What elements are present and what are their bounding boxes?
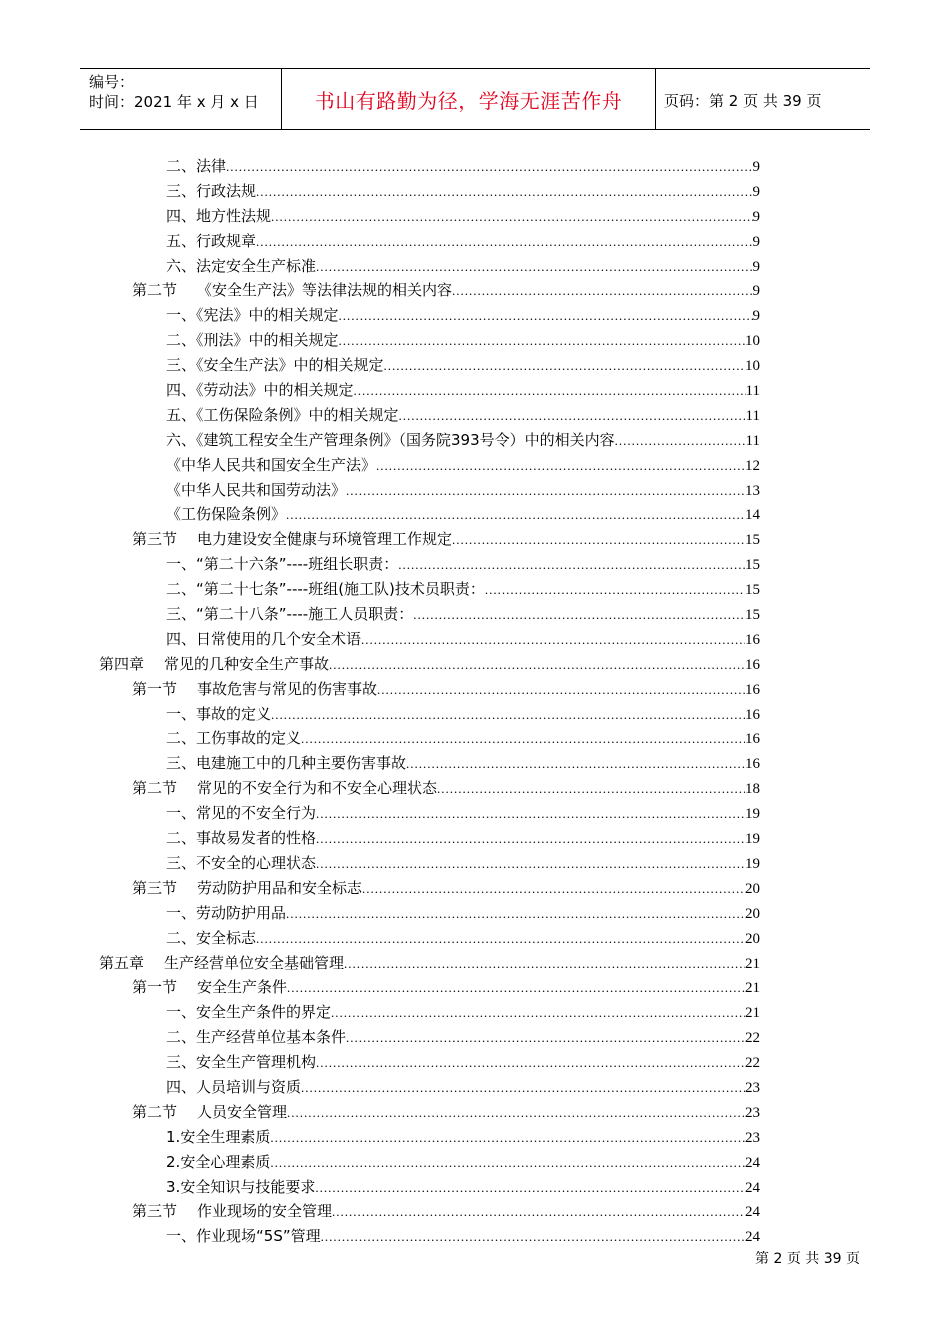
toc-entry-page: 21 xyxy=(745,1005,760,1022)
toc-entry[interactable] xyxy=(0,1175,950,1200)
header-motto: 书山有路勤为径，学海无涯苦作舟 xyxy=(314,89,623,113)
toc-entry[interactable] xyxy=(0,926,950,951)
toc-entry-page: 22 xyxy=(745,1030,760,1047)
toc-entry-title: 常见的不安全行为 xyxy=(196,804,317,823)
toc-entry-number: 二、 xyxy=(166,928,197,947)
toc-entry[interactable] xyxy=(0,1000,950,1025)
toc-entry-title: 行政规章 xyxy=(196,231,257,250)
toc-entry[interactable] xyxy=(0,1100,950,1125)
toc-entry-number: 2. xyxy=(166,1152,181,1171)
toc-entry-page: 9 xyxy=(752,183,760,200)
toc-leader-dots xyxy=(413,603,745,628)
toc-leader-dots xyxy=(398,553,745,578)
toc-entry-number: 第一节 xyxy=(132,978,178,997)
footer-page-number: 第 2 页 共 39 页 xyxy=(755,1251,860,1267)
toc-entry-number: 三、 xyxy=(166,181,197,200)
toc-entry-title: 安全生产条件 xyxy=(197,978,288,997)
toc-entry-number: 一、 xyxy=(166,903,197,922)
toc-entry-title: 劳动防护用品和安全标志 xyxy=(197,878,363,897)
toc-entry-number: 第三节 xyxy=(132,878,178,897)
toc-entry[interactable] xyxy=(0,229,950,254)
toc-entry-title: 不安全的心理状态 xyxy=(196,853,317,872)
toc-leader-dots xyxy=(286,902,745,927)
toc-leader-dots xyxy=(346,1026,745,1051)
toc-leader-dots xyxy=(485,578,745,603)
toc-entry[interactable] xyxy=(0,527,950,552)
toc-entry-title: 《安全生产法》中的相关规定 xyxy=(196,356,384,375)
toc-entry-number: 1. xyxy=(166,1127,181,1146)
toc-leader-dots xyxy=(615,429,746,454)
toc-entry-page: 15 xyxy=(745,607,760,624)
toc-entry-page: 16 xyxy=(745,731,760,748)
toc-entry-page: 23 xyxy=(745,1129,760,1146)
toc-leader-dots xyxy=(406,752,745,777)
toc-entry-page: 20 xyxy=(745,905,760,922)
toc-entry-number: 二、 xyxy=(166,331,197,350)
toc-entry-page: 16 xyxy=(745,656,760,673)
toc-entry-title: 作业现场的安全管理 xyxy=(197,1202,333,1221)
toc-entry-title: 安全生理素质 xyxy=(180,1127,271,1146)
toc-leader-dots xyxy=(344,952,745,977)
toc-entry-title: 事故的定义 xyxy=(196,704,272,723)
toc-entry-number: 第二节 xyxy=(132,779,178,798)
toc-entry[interactable] xyxy=(0,1224,950,1249)
toc-entry[interactable] xyxy=(0,577,950,602)
header-page-info: 页码：第 2 页 共 39 页 xyxy=(664,92,822,110)
toc-entry-page: 19 xyxy=(745,831,760,848)
toc-entry-title: 电建施工中的几种主要伤害事故 xyxy=(196,754,407,773)
toc-entry-number: 一、 xyxy=(166,555,197,574)
toc-entry-title: 法定安全生产标准 xyxy=(196,256,317,275)
toc-leader-dots xyxy=(316,255,752,280)
toc-leader-dots xyxy=(452,279,752,304)
toc-entry-page: 19 xyxy=(745,806,760,823)
toc-entry-page: 20 xyxy=(745,930,760,947)
toc-entry-number: 六、 xyxy=(166,430,197,449)
toc-leader-dots xyxy=(270,1126,745,1151)
toc-leader-dots xyxy=(256,230,752,255)
toc-entry-page: 15 xyxy=(745,582,760,599)
toc-leader-dots xyxy=(271,205,752,230)
toc-leader-dots xyxy=(376,454,745,479)
toc-entry[interactable] xyxy=(0,154,950,179)
toc-leader-dots xyxy=(316,1051,745,1076)
toc-entry-page: 9 xyxy=(752,233,760,250)
toc-entry[interactable] xyxy=(0,328,950,353)
toc-entry[interactable] xyxy=(0,1125,950,1150)
toc-leader-dots xyxy=(270,1151,745,1176)
toc-entry-number: 一、 xyxy=(166,1227,197,1246)
toc-entry-title: “第二十六条”----班组长职责： xyxy=(196,555,399,574)
toc-entry-page: 24 xyxy=(745,1229,760,1246)
toc-entry-page: 16 xyxy=(745,756,760,773)
toc-leader-dots xyxy=(332,1200,745,1225)
toc-entry[interactable] xyxy=(0,552,950,577)
toc-entry[interactable] xyxy=(0,453,950,478)
toc-leader-dots xyxy=(287,1101,745,1126)
toc-entry-title: 工伤事故的定义 xyxy=(196,729,302,748)
toc-entry-number: 第三节 xyxy=(132,530,178,549)
toc-leader-dots xyxy=(346,479,745,504)
toc-entry-number: 一、 xyxy=(166,804,197,823)
toc-entry-number: 三、 xyxy=(166,853,197,872)
header-rule-bottom xyxy=(80,129,870,130)
header-divider-2 xyxy=(655,68,656,130)
toc-entry-page: 21 xyxy=(745,980,760,997)
toc-entry-page: 15 xyxy=(745,532,760,549)
toc-entry[interactable] xyxy=(0,204,950,229)
toc-entry-title: 人员安全管理 xyxy=(197,1102,288,1121)
toc-entry-page: 9 xyxy=(752,159,760,175)
header-left-block xyxy=(89,72,259,112)
toc-leader-dots xyxy=(256,180,752,205)
toc-leader-dots xyxy=(321,1225,745,1250)
toc-leader-dots xyxy=(301,1076,745,1101)
toc-entry-number: 一、 xyxy=(166,306,197,325)
toc-entry-title: “第二十七条”----班组(施工队)技术员职责： xyxy=(196,580,485,599)
toc-entry-number: 五、 xyxy=(166,405,197,424)
toc-entry-title: 常见的几种安全生产事故 xyxy=(164,654,330,673)
toc-entry[interactable] xyxy=(0,303,950,328)
toc-entry-page: 13 xyxy=(745,482,760,499)
toc-leader-dots xyxy=(399,404,746,429)
toc-entry-page: 10 xyxy=(745,333,760,350)
toc-entry-number: 六、 xyxy=(166,256,197,275)
toc-entry-page: 18 xyxy=(745,781,760,798)
toc-entry-title: 《劳动法》中的相关规定 xyxy=(196,381,354,400)
toc-entry-number: 四、 xyxy=(166,629,197,648)
toc-entry[interactable] xyxy=(0,627,950,652)
header-rule-top xyxy=(80,68,870,69)
toc-entry[interactable] xyxy=(0,677,950,702)
toc-entry-number: 二、 xyxy=(166,580,197,599)
toc-entry-number: 二、 xyxy=(166,1028,197,1047)
toc-entry-page: 11 xyxy=(745,383,760,400)
toc-entry-title: 行政法规 xyxy=(196,181,257,200)
toc-leader-dots xyxy=(315,1176,745,1201)
toc-entry[interactable] xyxy=(0,826,950,851)
toc-entry-title: 电力建设安全健康与环境管理工作规定 xyxy=(197,530,453,549)
toc-entry[interactable] xyxy=(0,428,950,453)
toc-entry[interactable] xyxy=(0,353,950,378)
serial-label: 编号： xyxy=(89,73,135,91)
toc-entry-page: 23 xyxy=(745,1079,760,1096)
toc-entry-title: 人员培训与资质 xyxy=(196,1077,302,1096)
toc-entry-title: 《宪法》中的相关规定 xyxy=(196,306,339,325)
toc-entry-page: 16 xyxy=(745,681,760,698)
toc-leader-dots xyxy=(331,1001,745,1026)
toc-leader-dots xyxy=(361,628,745,653)
toc-leader-dots xyxy=(316,802,745,827)
toc-entry-number: 四、 xyxy=(166,1077,197,1096)
toc-entry-page: 24 xyxy=(745,1204,760,1221)
toc-entry-page: 20 xyxy=(745,880,760,897)
toc-leader-dots xyxy=(354,379,746,404)
toc-leader-dots xyxy=(329,653,745,678)
toc-entry-number: 二、 xyxy=(166,157,197,175)
toc-entry-page: 10 xyxy=(745,358,760,375)
toc-entry-title: 安全生产管理机构 xyxy=(196,1053,317,1072)
toc-entry-page: 9 xyxy=(752,258,760,275)
time-label: 时间：2021 年 x 月 x 日 xyxy=(89,93,259,111)
toc-entry-page: 9 xyxy=(752,308,760,325)
toc-entry-title: 劳动防护用品 xyxy=(196,903,287,922)
toc-entry-title: 《工伤保险条例》 xyxy=(166,505,287,524)
toc-entry-title: 生产经营单位基本条件 xyxy=(196,1028,347,1047)
toc-entry-page: 11 xyxy=(745,407,760,424)
toc-entry-title: 安全知识与技能要求 xyxy=(180,1177,316,1196)
toc-entry-title: 《刑法》中的相关规定 xyxy=(196,331,339,350)
toc-entry-number: 第五章 xyxy=(99,953,145,972)
toc-entry-title: “第二十八条”----施工人员职责： xyxy=(196,605,414,624)
toc-entry-title: 《建筑工程安全生产管理条例》（国务院393号令）中的相关内容 xyxy=(196,430,615,449)
toc-leader-dots xyxy=(226,155,752,180)
toc-entry-number: 三、 xyxy=(166,356,197,375)
toc-entry-title: 生产经营单位安全基础管理 xyxy=(164,953,345,972)
toc-entry-number: 三、 xyxy=(166,754,197,773)
toc-entry-number: 二、 xyxy=(166,829,197,848)
toc-entry-number: 一、 xyxy=(166,704,197,723)
toc-entry[interactable] xyxy=(0,975,950,1000)
toc-leader-dots xyxy=(339,329,745,354)
toc-entry[interactable] xyxy=(0,951,950,976)
toc-entry-page: 22 xyxy=(745,1055,760,1072)
toc-entry-page: 12 xyxy=(745,457,760,474)
toc-leader-dots xyxy=(287,976,745,1001)
toc-leader-dots xyxy=(437,777,745,802)
toc-entry-number: 第二节 xyxy=(132,1102,178,1121)
toc-entry-number: 三、 xyxy=(166,1053,197,1072)
toc-entry-number: 三、 xyxy=(166,605,197,624)
toc-entry-page: 24 xyxy=(745,1154,760,1171)
toc-entry-number: 四、 xyxy=(166,206,197,225)
toc-entry[interactable] xyxy=(0,702,950,727)
toc-leader-dots xyxy=(256,927,745,952)
toc-leader-dots xyxy=(316,827,745,852)
toc-leader-dots xyxy=(301,727,745,752)
toc-entry[interactable] xyxy=(0,403,950,428)
toc-leader-dots xyxy=(452,528,745,553)
toc-entry-page: 11 xyxy=(745,432,760,449)
toc-entry-page: 14 xyxy=(745,507,760,524)
toc-entry-page: 16 xyxy=(745,631,760,648)
toc-entry[interactable] xyxy=(0,502,950,527)
toc-entry-page: 15 xyxy=(745,557,760,574)
toc-leader-dots xyxy=(362,877,745,902)
toc-entry[interactable] xyxy=(0,378,950,403)
toc-entry-number: 第三节 xyxy=(132,1202,178,1221)
toc-entry-title: 《中华人民共和国安全生产法》 xyxy=(166,455,377,474)
toc-entry[interactable] xyxy=(0,278,950,303)
toc-entry-number: 第四章 xyxy=(99,654,145,673)
toc-entry-page: 16 xyxy=(745,706,760,723)
toc-entry-page: 21 xyxy=(745,955,760,972)
toc-entry-number: 二、 xyxy=(166,729,197,748)
toc-entry[interactable] xyxy=(0,851,950,876)
toc-entry[interactable] xyxy=(0,1025,950,1050)
toc-entry-page: 24 xyxy=(745,1179,760,1196)
toc-entry-number: 四、 xyxy=(166,381,197,400)
toc-entry[interactable] xyxy=(0,1150,950,1175)
toc-entry-title: 日常使用的几个安全术语 xyxy=(196,629,362,648)
toc-entry-title: 《工伤保险条例》中的相关规定 xyxy=(196,405,399,424)
toc-entry-title: 事故易发者的性格 xyxy=(196,829,317,848)
toc-entry[interactable] xyxy=(0,179,950,204)
toc-entry[interactable] xyxy=(0,602,950,627)
toc-entry-title: 事故危害与常见的伤害事故 xyxy=(197,679,378,698)
toc-leader-dots xyxy=(316,852,745,877)
toc-entry-title: 作业现场“5S”管理 xyxy=(196,1227,321,1246)
toc-entry[interactable] xyxy=(0,254,950,279)
toc-leader-dots xyxy=(339,304,753,329)
toc-leader-dots xyxy=(384,354,745,379)
toc-entry[interactable] xyxy=(0,901,950,926)
toc-entry-title: 《安全生产法》等法律法规的相关内容 xyxy=(197,281,453,300)
toc-leader-dots xyxy=(286,503,745,528)
toc-entry-title: 《中华人民共和国劳动法》 xyxy=(166,480,347,499)
toc-entry[interactable] xyxy=(0,801,950,826)
toc-entry[interactable] xyxy=(0,751,950,776)
toc-leader-dots xyxy=(271,703,745,728)
toc-entry-number: 第一节 xyxy=(132,679,178,698)
toc-entry[interactable] xyxy=(0,1050,950,1075)
toc-entry-title: 地方性法规 xyxy=(196,206,272,225)
toc-entry[interactable] xyxy=(0,876,950,901)
toc-entry-page: 23 xyxy=(745,1104,760,1121)
toc-entry[interactable] xyxy=(0,726,950,751)
toc-entry[interactable] xyxy=(0,1199,950,1224)
toc-entry-title: 安全生产条件的界定 xyxy=(196,1003,332,1022)
toc-entry-page: 19 xyxy=(745,855,760,872)
toc-entry[interactable] xyxy=(0,776,950,801)
toc-entry[interactable] xyxy=(0,1075,950,1100)
toc-entry-number: 一、 xyxy=(166,1003,197,1022)
toc-entry-page: 9 xyxy=(752,208,760,225)
toc-entry[interactable] xyxy=(0,652,950,677)
toc-entry-title: 安全标志 xyxy=(196,928,257,947)
toc-entry[interactable] xyxy=(0,478,950,503)
toc-entry-page: 9 xyxy=(752,283,760,300)
toc-entry-title: 法律 xyxy=(196,157,227,175)
table-of-contents xyxy=(0,154,950,1249)
toc-entry-title: 常见的不安全行为和不安全心理状态 xyxy=(197,779,438,798)
toc-leader-dots xyxy=(377,678,745,703)
toc-entry-number: 五、 xyxy=(166,231,197,250)
toc-entry-number: 第二节 xyxy=(132,281,178,300)
toc-entry-number: 3. xyxy=(166,1177,181,1196)
toc-entry-title: 安全心理素质 xyxy=(180,1152,271,1171)
